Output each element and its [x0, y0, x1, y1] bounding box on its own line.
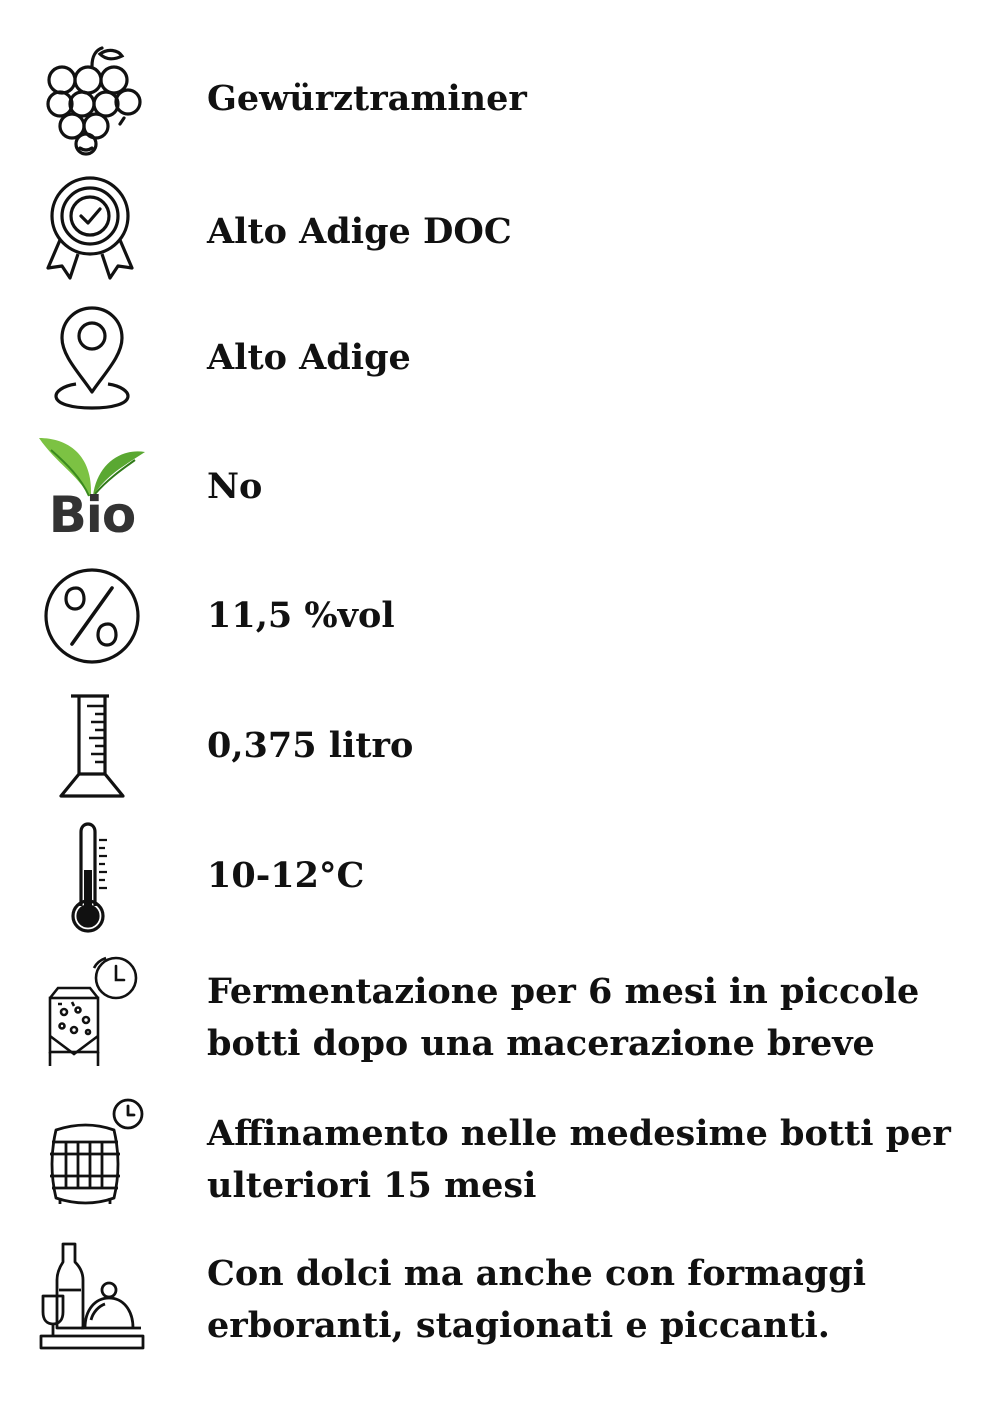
organic-status: No — [207, 466, 263, 507]
fermentation-tank-icon — [36, 950, 148, 1074]
info-row-grape — [0, 40, 995, 160]
pairing-info — [207, 1248, 967, 1352]
info-row-pairing — [0, 1236, 995, 1356]
award-rosette-icon — [36, 172, 148, 288]
bottle-volume: 0,375 litro — [207, 725, 414, 766]
percent-icon — [36, 564, 148, 668]
aging-info — [207, 1108, 967, 1212]
fermentation-line-2: botti dopo una macerazione breve — [207, 1023, 875, 1064]
measuring-cylinder-icon — [36, 688, 148, 804]
pairing-line-2: erboranti, stagionati e piccanti. — [207, 1305, 830, 1346]
info-row-alcohol — [0, 564, 995, 668]
info-row-organic — [0, 430, 995, 542]
info-row-volume — [0, 688, 995, 804]
thermometer-icon — [36, 822, 148, 934]
wine-dish-icon — [36, 1236, 148, 1356]
pairing-line-1: Con dolci ma anche con formaggi — [207, 1253, 867, 1294]
location-pin-icon — [36, 302, 148, 414]
aging-line-1: Affinamento nelle medesime botti per — [207, 1113, 951, 1154]
aging-line-2: ulteriori 15 mesi — [207, 1165, 537, 1206]
fermentation-line-1: Fermentazione per 6 mesi in piccole — [207, 971, 920, 1012]
serving-temperature: 10-12°C — [207, 855, 365, 896]
region: Alto Adige — [207, 337, 411, 378]
grape-variety: Gewürztraminer — [207, 78, 527, 119]
info-row-temperature — [0, 822, 995, 934]
denomination: Alto Adige DOC — [207, 211, 512, 252]
info-row-fermentation — [0, 950, 995, 1074]
bio-badge-text: Bio — [48, 486, 136, 544]
info-row-aging — [0, 1092, 995, 1212]
grape-icon — [36, 40, 148, 160]
fermentation-info — [207, 966, 967, 1070]
barrel-icon — [36, 1092, 148, 1212]
bio-leaf-icon — [36, 430, 148, 542]
info-row-denomination — [0, 172, 995, 288]
alcohol-content: 11,5 %vol — [207, 595, 395, 636]
info-row-region — [0, 302, 995, 414]
